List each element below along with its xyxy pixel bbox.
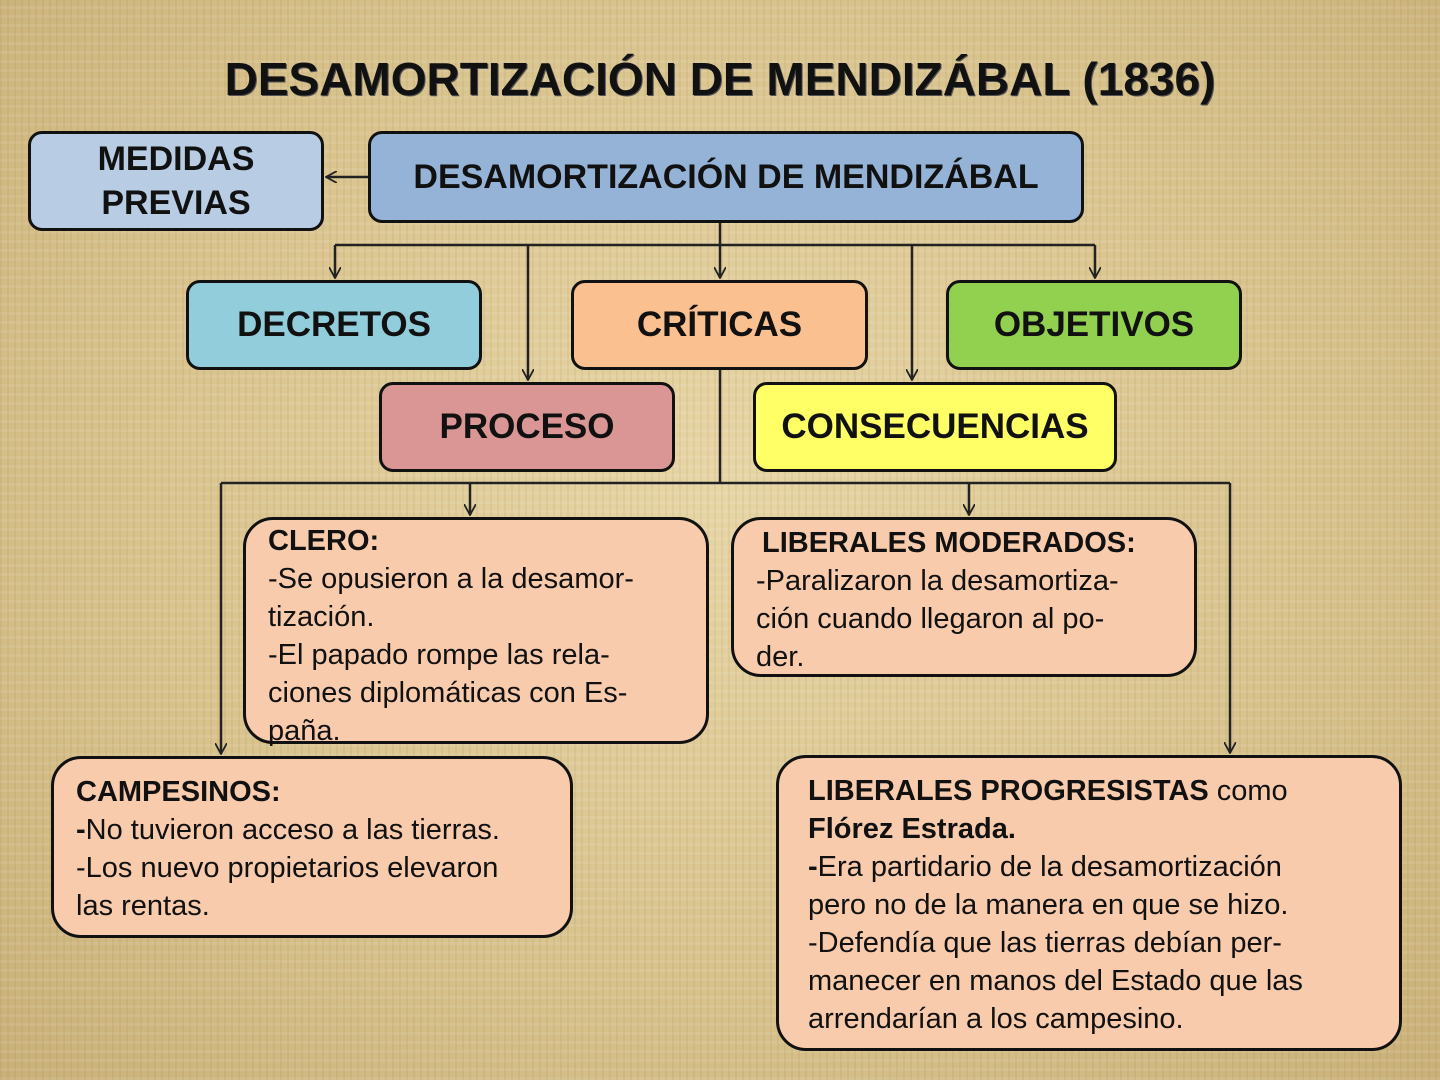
clero-line: -El papado rompe las rela- — [268, 639, 610, 671]
clero-heading: CLERO: — [268, 525, 380, 557]
box-liberales-moderados — [731, 517, 1197, 677]
node-decretos — [186, 280, 482, 370]
node-consecuencias — [753, 382, 1117, 472]
proceso-label: PROCESO — [439, 407, 615, 446]
criticas-label: CRÍTICAS — [636, 305, 803, 344]
progresistas-line: arrendarían a los campesino. — [808, 1003, 1184, 1035]
progresistas-line: manecer en manos del Estado que las — [808, 965, 1303, 997]
moderados-line: der. — [756, 641, 805, 673]
campesinos-line-text: No tuvieron acceso a las tierras. — [85, 814, 500, 846]
progresistas-heading: LIBERALES PROGRESISTAS — [808, 775, 1209, 807]
campesinos-line: las rentas. — [76, 890, 210, 922]
progresistas-heading-tail: como — [1208, 775, 1288, 807]
medidas-label-line1: MEDIDAS — [97, 140, 255, 178]
box-clero — [243, 517, 709, 747]
decretos-label: DECRETOS — [237, 305, 431, 344]
progresistas-line: pero no de la manera en que se hizo. — [808, 889, 1289, 921]
progresistas-name: Flórez Estrada. — [808, 813, 1016, 845]
clero-line: -Se opusieron a la desamor- — [268, 563, 634, 595]
progresistas-heading-line — [808, 772, 1377, 810]
moderados-line: ción cuando llegaron al po- — [756, 603, 1105, 635]
progresistas-line — [808, 848, 1377, 886]
campesinos-dash: - — [76, 814, 86, 846]
campesinos-line: -Los nuevo propietarios elevaron — [76, 852, 499, 884]
moderados-heading: LIBERALES MODERADOS: — [762, 527, 1136, 559]
node-desamortizacion-main — [368, 131, 1084, 223]
campesinos-heading: CAMPESINOS: — [76, 776, 281, 808]
box-campesinos — [51, 756, 573, 938]
page-title: DESAMORTIZACIÓN DE MENDIZÁBAL (1836) — [224, 53, 1216, 105]
box-liberales-progresistas — [776, 755, 1402, 1051]
medidas-label-line2: PREVIAS — [101, 184, 251, 222]
clero-line: tización. — [268, 601, 375, 633]
consecuencias-label: CONSECUENCIAS — [781, 407, 1089, 446]
campesinos-line — [76, 811, 548, 849]
node-objetivos — [946, 280, 1242, 370]
clero-line: ciones diplomáticas con Es- — [268, 677, 628, 709]
clero-line: paña. — [268, 715, 341, 747]
objetivos-label: OBJETIVOS — [993, 305, 1195, 344]
progresistas-line-text: Era partidario de la desamortización — [817, 851, 1282, 883]
node-medidas-previas — [28, 131, 324, 231]
progresistas-dash: - — [808, 851, 818, 883]
node-proceso — [379, 382, 675, 472]
progresistas-line: -Defendía que las tierras debían per- — [808, 927, 1282, 959]
main-node-label: DESAMORTIZACIÓN DE MENDIZÁBAL — [413, 157, 1039, 196]
moderados-line: -Paralizaron la desamortiza- — [756, 565, 1119, 597]
node-criticas — [571, 280, 868, 370]
